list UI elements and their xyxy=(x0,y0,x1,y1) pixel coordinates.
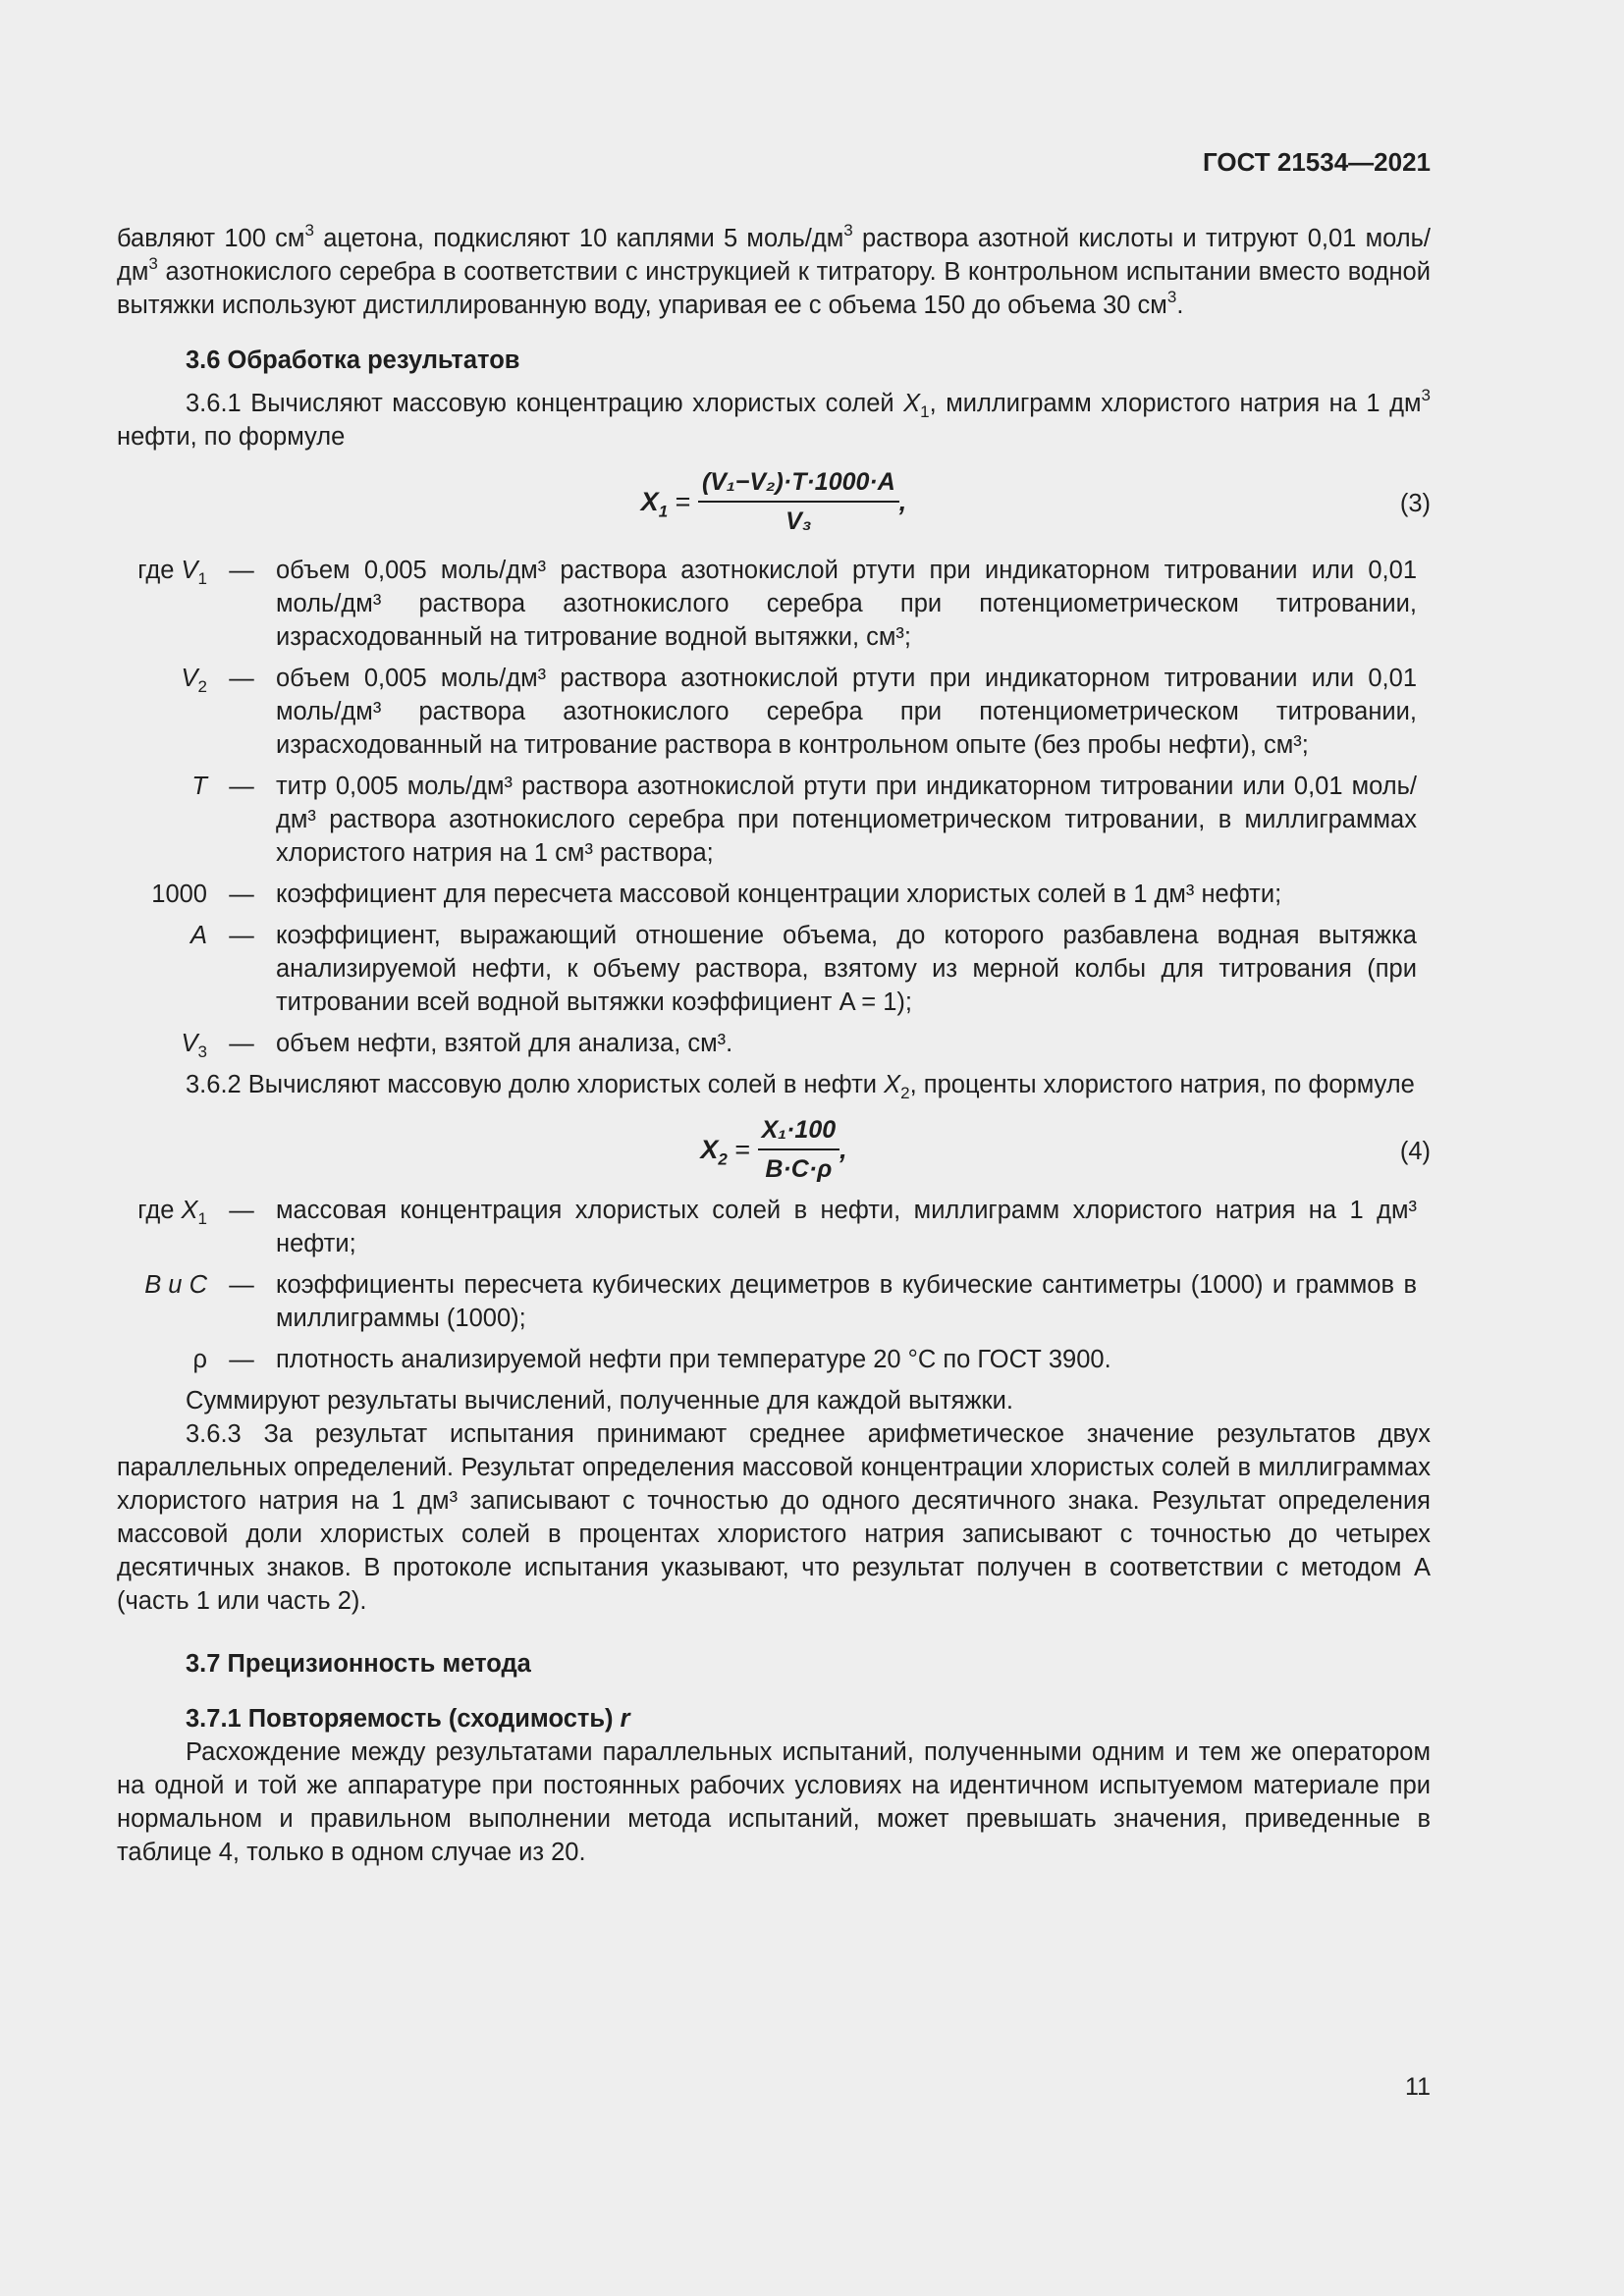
summary-paragraph: Суммируют результаты вычислений, полученные для каждой вытяжки. xyxy=(186,1387,1013,1415)
standard-header: ГОСТ 21534—2021 xyxy=(1203,147,1431,177)
paragraph-3-6-2: 3.6.2 Вычисляют массовую долю хлористых солей в нефти $X_2$, проценты хлористого натрия, по формуле xyxy=(186,1071,1415,1103)
page-number: 11 xyxy=(1405,2073,1431,2101)
subsection-heading-3-7-1: 3.7.1 Повторяемость (сходимость) r xyxy=(186,1705,630,1733)
formula-4-denominator: B·C·ρ xyxy=(765,1155,833,1183)
section-heading-3-7: 3.7 Прецизионность метода xyxy=(186,1650,531,1678)
intro-paragraph: бавляют 100 $см^3$ ацетона, подкисляют 10 каплями 5 моль/$дм^3$ раствора азотной кислоты и титруют 0,01 моль/$дм^3$ азотнокислого серебра в соответствии с инструкцией к титратору. В контрольном испытании вместо водной вытяжки используют дистиллированную воду, упаривая ее с объема 150 до объема 30 $см^3$. xyxy=(117,220,1432,319)
page-content xyxy=(117,222,1431,1869)
paragraph-3-6-1: 3.6.1 Вычисляют массовую концентрацию хлористых солей $X_1$, миллиграмм хлористого натрия на 1 $дм^3$ нефти, по формуле xyxy=(117,385,1431,451)
formula-3-legend xyxy=(117,554,1431,1068)
formula-4-fraction xyxy=(758,1113,840,1186)
formula-3-numerator: (V₁−V₂)·T·1000·A xyxy=(698,465,899,503)
formula-3-lhs: $X_1$ = xyxy=(640,487,698,521)
section-heading-3-6: 3.6 Обработка результатов xyxy=(186,347,520,374)
legend-row: $V_2$ — объем 0,005 моль/дм³ раствора азотнокислой ртути при индикаторном титровании или 0,01 моль/дм³ раствора азотнокислого серебра при потенциометрическом титровании, израсходованный на титрование раствора в контрольном опыте (без пробы нефти), см³; xyxy=(181,665,1417,759)
formula-3-fraction xyxy=(698,465,899,538)
legend-row: ρ — плотность анализируемой нефти при температуре 20 °C по ГОСТ 3900. xyxy=(192,1346,1111,1373)
legend-row: $V_3$ — объем нефти, взятой для анализа, см³. xyxy=(181,1030,733,1062)
formula-4-lhs: $X_2$ = xyxy=(700,1135,758,1169)
paragraph-3-6-3: 3.6.3 За результат испытания принимают среднее арифметическое значение результатов двух параллельных определений. Результат определения массовой концентрации хлористых солей в миллиграммах хлористого натрия на 1 дм³ записывают с точностью до одного десятичного знака. Результат определения массовой доли хлористых солей в процентах хлористого натрия записывают с точностью до четырех десятичных знаков. В протоколе испытания указывают, что результат получен в соответствии с методом A (часть 1 или часть 2). xyxy=(117,1420,1431,1615)
formula-4: $X_2$ = $\frac{\text{X₁·100}}{B\cdot C\cdot\rho}$ , (4) xyxy=(117,1113,1431,1184)
formula-3: $X_1$ = $\frac{\text{(V₁−V₂)·T·1000·A}}{\text{V₃}}$ , (3) xyxy=(117,465,1431,544)
legend-row: T — титр 0,005 моль/дм³ раствора азотнокислой ртути при индикаторном титровании или 0,01 моль/дм³ раствора азотнокислого серебра при потенциометрическом титровании, в миллиграммах хлористого натрия на 1 см³ раствора; xyxy=(191,773,1417,867)
legend-row: B и C — коэффициенты пересчета кубических дециметров в кубические сантиметры (1000) и граммов в миллиграммы (1000); xyxy=(144,1271,1417,1332)
legend-row: 1000 — коэффициент для пересчета массовой концентрации хлористых солей в 1 дм³ нефти; xyxy=(151,881,1282,908)
formula-3-denominator: V₃ xyxy=(785,507,812,535)
legend-row: A — коэффициент, выражающий отношение объема, до которого разбавлена водная вытяжка анализируемой нефти, к объему раствора, взятому из мерной колбы для титрования (при титровании всей водной вытяжки коэффициент A = 1); xyxy=(189,922,1417,1016)
formula-4-numerator: X₁·100 xyxy=(758,1113,840,1150)
legend-row: где $X_1$ — массовая концентрация хлористых солей в нефти, миллиграмм хлористого натрия на 1 дм³ нефти; xyxy=(137,1197,1417,1257)
paragraph-3-7-1: Расхождение между результатами параллельных испытаний, полученными одним и тем же оператором на одной и той же аппаратуре при постоянных рабочих условиях на идентичном испытуемом материале при нормальном и правильном выполнении метода испытаний, может превышать значения, приведенные в таблице 4, только в одном случае из 20. xyxy=(117,1738,1431,1866)
formula-3-number: (3) xyxy=(1399,490,1431,517)
legend-row: где $V_1$ — объем 0,005 моль/дм³ раствора азотнокислой ртути при индикаторном титровании или 0,01 моль/дм³ раствора азотнокислого серебра при потенциометрическом титровании, израсходованный на титрование водной вытяжки, см³; xyxy=(137,557,1417,651)
formula-4-number: (4) xyxy=(1399,1138,1431,1165)
formula-4-legend xyxy=(117,1194,1431,1384)
